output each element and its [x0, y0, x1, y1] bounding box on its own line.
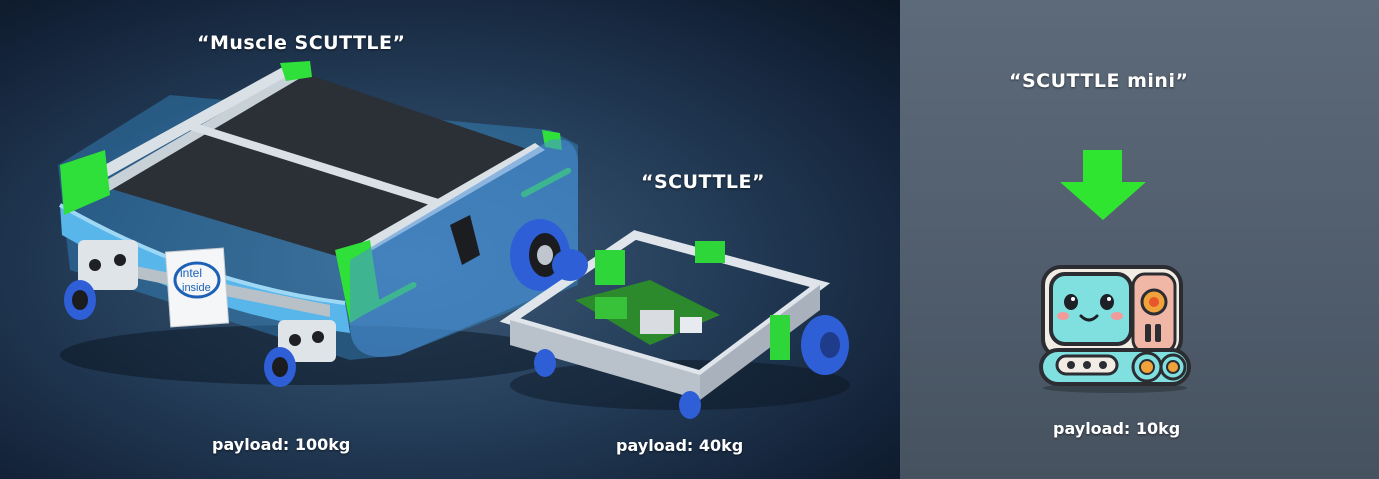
down-arrow-icon [1060, 150, 1150, 222]
scuttle-robot [500, 225, 860, 425]
muscle-scuttle-payload: payload: 100kg [212, 435, 351, 454]
scuttle-title: “SCUTTLE” [641, 171, 765, 193]
scuttle-mini-title: “SCUTTLE mini” [1009, 70, 1189, 92]
scuttle-payload: payload: 40kg [616, 436, 744, 455]
scuttle-mini-payload: payload: 10kg [1053, 419, 1181, 438]
intel-badge-line2: inside [182, 282, 211, 294]
intel-badge-line1: intel [180, 266, 203, 280]
intel-inside-badge [165, 248, 228, 327]
cute-robot-icon [1035, 262, 1195, 394]
muscle-scuttle-title: “Muscle SCUTTLE” [197, 32, 406, 54]
